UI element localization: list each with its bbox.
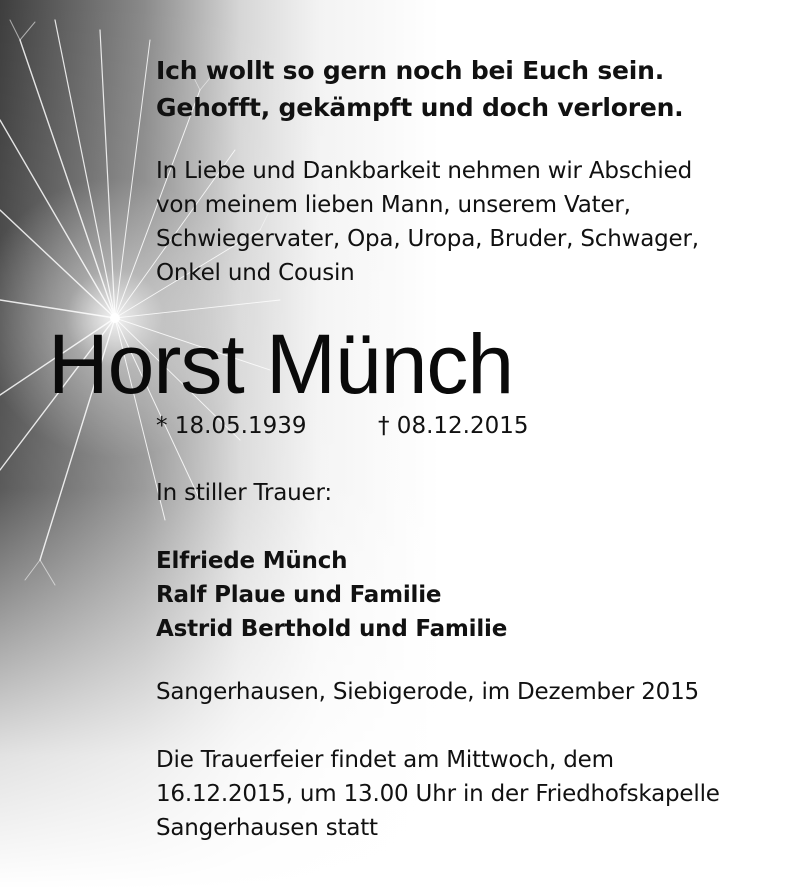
service-line: Die Trauerfeier findet am Mittwoch, dem [156,747,614,773]
motto [156,52,683,126]
birth-date: * 18.05.1939 [156,413,307,439]
mourner-name: Astrid Berthold und Familie [156,616,508,642]
mourners-list [156,544,507,646]
motto-line: Ich wollt so gern noch bei Euch sein. [156,56,665,85]
mourning-label: In stiller Trauer: [156,480,332,506]
intro-line: von meinem lieben Mann, unserem Vater, [156,192,631,218]
service-line: 16.12.2015, um 13.00 Uhr in der Friedhofskapelle [156,781,720,807]
motto-line: Gehofft, gekämpft und doch verloren. [156,93,684,122]
funeral-service-info [156,743,720,845]
mourner-name: Ralf Plaue und Familie [156,582,442,608]
intro-line: Schwiegervater, Opa, Uropa, Bruder, Schwager, [156,226,699,252]
intro-line: In Liebe und Dankbarkeit nehmen wir Abschied [156,158,692,184]
deceased-name: Horst Münch [48,317,514,411]
death-date: † 08.12.2015 [378,413,529,439]
mourner-name: Elfriede Münch [156,548,348,574]
intro-line: Onkel und Cousin [156,260,355,286]
intro-text [156,154,699,290]
place-and-date: Sangerhausen, Siebigerode, im Dezember 2015 [156,679,699,705]
service-line: Sangerhausen statt [156,815,378,841]
